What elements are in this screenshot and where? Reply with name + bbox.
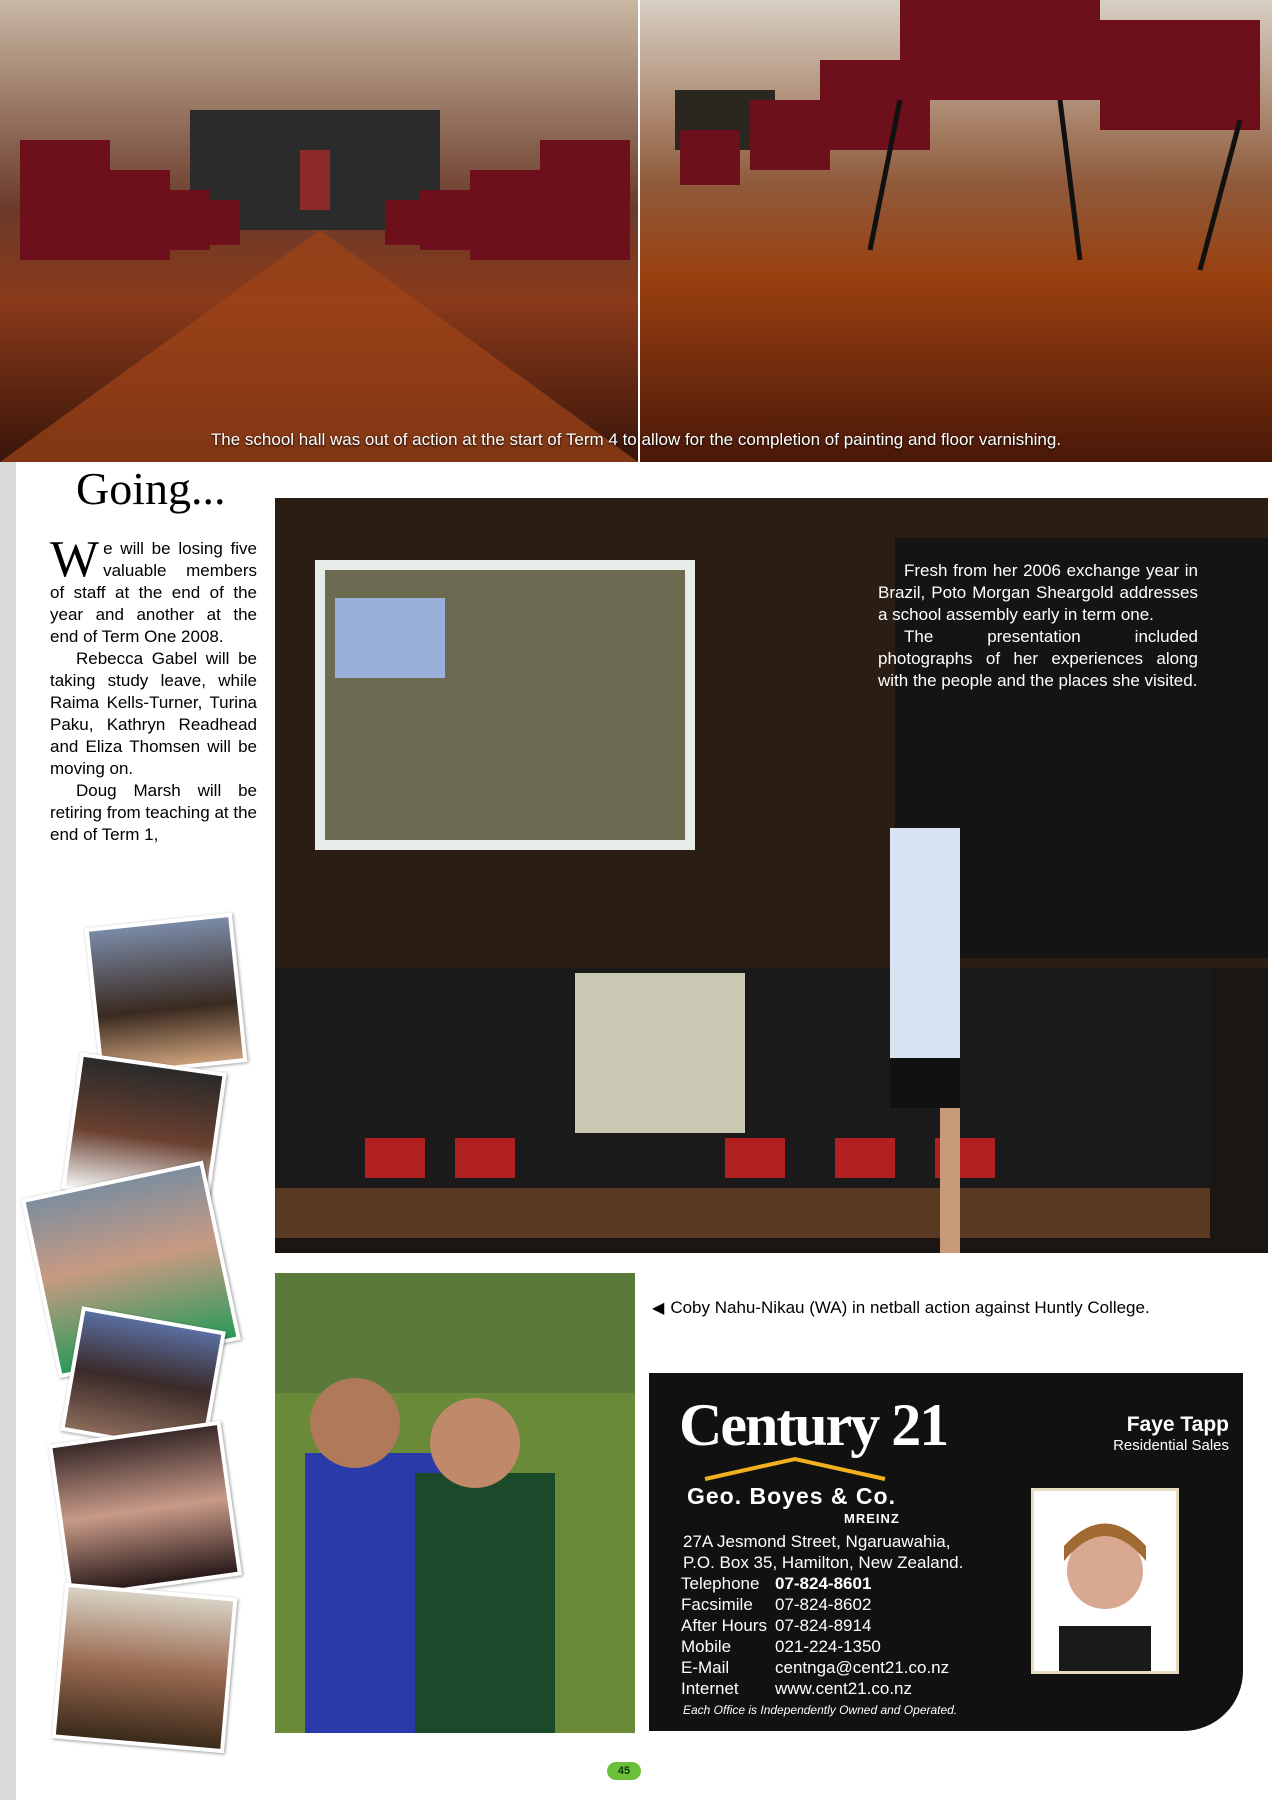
contact-label: Internet [681,1679,739,1698]
assembly-caption-paragraph-2: The presentation included photographs of her experiences along with the people and the places she visited. [878,627,1198,690]
hall-photo-left [0,0,638,462]
contact-label: Mobile [681,1637,732,1656]
telephone-value: 07-824-8601 [774,1574,872,1593]
staff-photo [52,1583,238,1753]
staff-photo [48,1421,242,1600]
website-value: www.cent21.co.nz [774,1679,912,1698]
drop-cap: W [50,531,100,588]
agent-name: Faye Tapp [1126,1413,1229,1436]
contact-row [681,1678,957,1699]
contact-value: 07-824-8914 [774,1616,872,1635]
company-address [683,1531,963,1573]
page-number: 45 [607,1762,641,1780]
contact-row [681,1573,957,1594]
netball-caption [652,1298,1150,1318]
agent-role: Residential Sales [1113,1437,1229,1454]
hall-photo-right [640,0,1272,462]
email-value: centnga@cent21.co.nz [774,1658,950,1677]
contact-row [681,1657,957,1678]
article-paragraph-3: Doug Marsh will be retiring from teaching at the end of Term 1, [50,781,257,844]
address-line: P.O. Box 35, Hamilton, New Zealand. [683,1553,964,1572]
article-body [50,531,257,846]
contact-label: Facsimile [681,1595,753,1614]
century21-advertisement [649,1373,1243,1731]
article-title: Going... [76,463,226,514]
century21-logo: Century 21 [679,1392,948,1458]
contact-label: Telephone [681,1574,760,1593]
contact-value: 021-224-1350 [774,1637,881,1656]
page-margin-strip [0,462,16,1800]
netball-photo [275,1273,635,1733]
contact-row [681,1636,957,1657]
hall-caption: The school hall was out of action at the start of Term 4 to allow for the completion of painting and floor varnishing. [210,430,1062,449]
staff-photo [85,913,248,1078]
netball-caption-text: Coby Nahu-Nikau (WA) in netball action against Huntly College. [670,1298,1150,1317]
company-name: Geo. Boyes & Co. [687,1483,896,1509]
assembly-caption [878,560,1198,692]
contact-label: E-Mail [681,1658,730,1677]
article-paragraph-2: Rebecca Gabel will be taking study leave, while Raima Kells-Turner, Turina Paku, Kathryn Readhead and Eliza Thomsen will be moving on. [50,649,257,778]
ad-disclaimer: Each Office is Independently Owned and Operated. [683,1703,958,1717]
contact-label: After Hours [681,1616,767,1635]
house-roof-icon [685,1455,915,1481]
left-arrow-icon: ◀ [652,1300,665,1317]
mreinz-label: MREINZ [844,1511,900,1526]
address-line: 27A Jesmond Street, Ngaruawahia, [683,1532,951,1551]
contact-row [681,1594,957,1615]
contact-table [681,1573,957,1699]
contact-value: 07-824-8602 [774,1595,872,1614]
assembly-caption-paragraph-1: Fresh from her 2006 exchange year in Brazil, Poto Morgan Sheargold addresses a school assembly early in term one. [878,561,1198,624]
contact-row [681,1615,957,1636]
agent-portrait [1031,1488,1179,1674]
article-paragraph-1: e will be losing five valuable members of staff at the end of the year and another at the end of Term One 2008. [50,539,257,646]
